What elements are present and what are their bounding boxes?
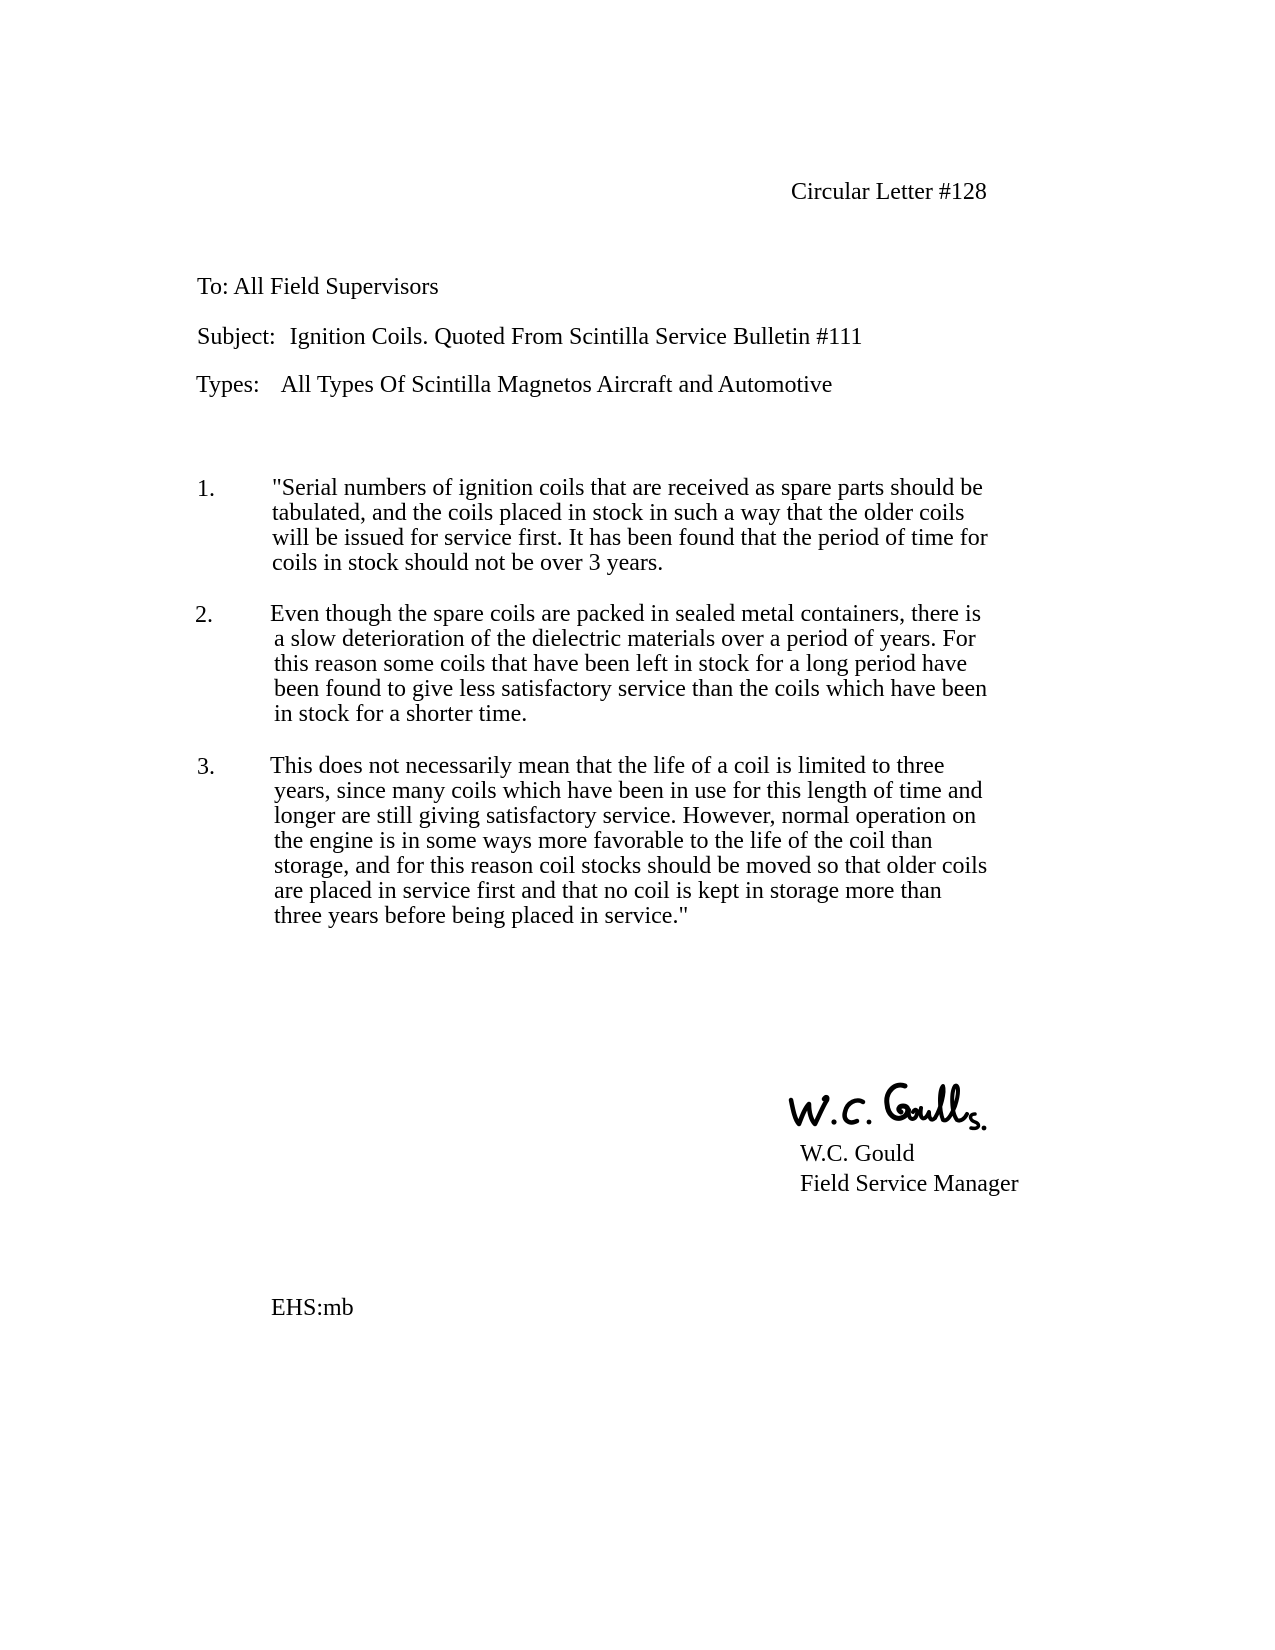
paragraph-line: been found to give less satisfactory service than the coils which have been xyxy=(274,676,988,702)
paragraph-line: Even though the spare coils are packed in sealed metal containers, there is xyxy=(270,601,982,627)
signer-name: W.C. Gould xyxy=(800,1141,915,1167)
item-paragraph xyxy=(272,476,988,576)
paragraph-line: in stock for a shorter time. xyxy=(274,701,528,727)
paragraph-line: the engine is in some ways more favorable to the life of the coil than xyxy=(274,828,933,854)
paragraph-line: will be issued for service first. It has been found that the period of time for xyxy=(272,525,988,551)
item-number: 3. xyxy=(197,754,215,780)
paragraph-line: coils in stock should not be over 3 years. xyxy=(272,550,664,576)
paragraph-line: "Serial numbers of ignition coils that are received as spare parts should be xyxy=(272,475,983,501)
paragraph-line: longer are still giving satisfactory service. However, normal operation on xyxy=(274,803,977,829)
paragraph-line: this reason some coils that have been left in stock for a long period have xyxy=(274,651,968,677)
types-label: Types: xyxy=(196,372,260,398)
reference-initials: EHS:mb xyxy=(271,1295,354,1321)
subject-text: Ignition Coils. Quoted From Scintilla Service Bulletin #111 xyxy=(289,324,863,350)
subject-label: Subject: xyxy=(197,324,276,350)
paragraph-line: storage, and for this reason coil stocks should be moved so that older coils xyxy=(274,853,988,879)
circular-letter-number: Circular Letter #128 xyxy=(791,179,987,205)
types-line xyxy=(196,373,832,397)
types-text: All Types Of Scintilla Magnetos Aircraft and Automotive xyxy=(280,372,833,398)
recipient-line: To: All Field Supervisors xyxy=(197,274,439,300)
paragraph-line: tabulated, and the coils placed in stock in such a way that the older coils xyxy=(272,500,965,526)
signer-title: Field Service Manager xyxy=(800,1171,1019,1197)
subject-line xyxy=(197,325,863,349)
paragraph-line: a slow deterioration of the dielectric materials over a period of years. For xyxy=(274,626,976,652)
item-paragraph xyxy=(270,754,987,929)
paragraph-line: years, since many coils which have been in use for this length of time and xyxy=(274,778,983,804)
item-number: 2. xyxy=(195,602,213,628)
paragraph-line: This does not necessarily mean that the life of a coil is limited to three xyxy=(270,753,945,779)
paragraph-line: three years before being placed in service." xyxy=(274,903,689,929)
item-paragraph xyxy=(270,602,987,727)
handwritten-signature xyxy=(785,1080,1005,1142)
paragraph-line: are placed in service first and that no coil is kept in storage more than xyxy=(274,878,942,904)
item-number: 1. xyxy=(197,476,215,502)
